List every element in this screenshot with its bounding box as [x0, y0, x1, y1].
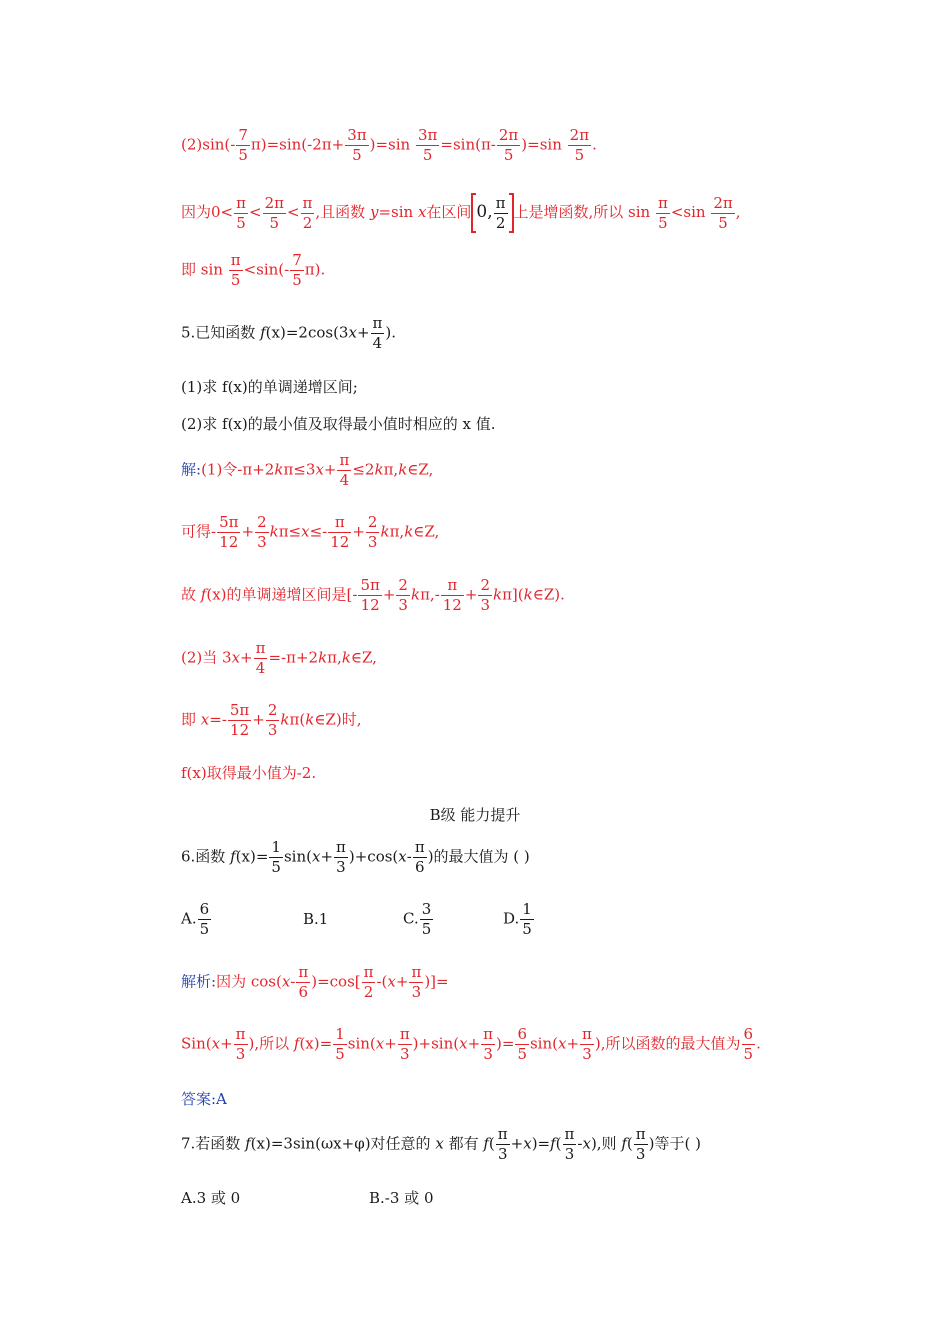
answer-6: 答案:A [181, 1090, 227, 1108]
fraction: $\frac{5\pi}{12}$ [229, 701, 250, 739]
text: + [252, 710, 265, 729]
text: + [464, 585, 478, 604]
text: ). [385, 323, 396, 342]
text: + [356, 323, 370, 342]
text: )+cos( [348, 847, 399, 866]
fraction: $\frac{\pi}{6}$ [298, 963, 309, 1001]
fraction: $\frac{2\pi}{5}$ [498, 126, 519, 164]
fraction: $\frac{2}{3}$ [367, 513, 378, 551]
variable: x [301, 522, 310, 541]
fraction: $\frac{1}{5}$ [335, 1025, 345, 1063]
text: )=cos[ [311, 972, 361, 991]
fraction: $\frac{\pi}{3}$ [411, 963, 422, 1001]
text: (2)当 3 [181, 648, 232, 667]
text: )=sin [369, 135, 415, 154]
text: )+sin( [412, 1034, 460, 1053]
option-d[interactable]: D. $\frac{1}{5}$ [503, 900, 532, 938]
variable: k [341, 648, 351, 667]
answer-6-line-2 [181, 1027, 761, 1062]
fraction: $\frac{1}{5}$ [271, 838, 281, 876]
text: + [320, 847, 334, 866]
text: - [290, 972, 296, 991]
option-b[interactable]: B.-3 或 0 [369, 1189, 434, 1207]
question-5-part-1: (1)求 f(x)的单调递增区间; [181, 378, 358, 396]
variable: f [230, 847, 236, 866]
fraction: $\frac{\pi}{3}$ [235, 1025, 246, 1063]
text: = [319, 1034, 333, 1053]
text: )=sin [521, 135, 567, 154]
variable: f [245, 1134, 251, 1153]
text: ( [488, 1134, 495, 1153]
variable: f [483, 1134, 489, 1153]
text: Sin( [181, 1034, 212, 1053]
text: ≤- [309, 522, 328, 541]
text: π≤3 [283, 460, 316, 479]
variable: x [398, 847, 407, 866]
solution-5-line-2 [181, 515, 439, 550]
solution-5-line-6: f(x)取得最小值为-2. [181, 764, 317, 782]
text: 都有 [443, 1134, 484, 1153]
variable: x [523, 1134, 532, 1153]
text: =2cos(3 [285, 323, 349, 342]
variable: k [269, 522, 279, 541]
variable: x [582, 1134, 591, 1153]
fraction: $\frac{2}{3}$ [480, 576, 490, 614]
text: ∈Z)时, [314, 710, 362, 729]
option-a[interactable]: A. $\frac{6}{5}$ [181, 900, 210, 938]
text: π). [304, 260, 326, 279]
text: 5.已知函数 [181, 323, 261, 342]
text: <sin(- [243, 260, 290, 279]
text: ( [626, 1134, 633, 1153]
solution-line-1 [181, 128, 597, 163]
text: 即 sin [181, 260, 228, 279]
fraction: $\frac{\pi}{2}$ [302, 193, 313, 232]
text: )的最大值为 ( ) [427, 847, 530, 866]
text: ∈Z, [407, 460, 434, 479]
analysis-label: 解析: [181, 972, 217, 991]
text: 在区间 [426, 203, 472, 221]
variable: x [459, 1034, 468, 1053]
fraction: $\frac{3\pi}{5}$ [347, 126, 367, 164]
fraction: $\frac{\pi}{3}$ [564, 1125, 575, 1163]
text: 因为 cos( [216, 972, 282, 991]
variable: x [435, 1134, 444, 1153]
variable: k [380, 522, 390, 541]
text: )= [531, 1134, 551, 1153]
text: 即 [181, 710, 201, 729]
variable: k [410, 585, 421, 604]
question-5 [181, 316, 396, 351]
left-bracket [471, 193, 476, 233]
variable: f [260, 323, 266, 342]
text: 7.若函数 [181, 1134, 246, 1153]
option-a[interactable]: A.3 或 0 [181, 1189, 241, 1207]
fraction: $\frac{\pi}{5}$ [657, 193, 668, 232]
text: 因为0< [181, 203, 234, 221]
text: + [566, 1034, 580, 1053]
text: =sin(π- [440, 135, 496, 154]
fraction: $\frac{2\pi}{5}$ [713, 193, 733, 232]
text: 的单调递增区间是[- [226, 585, 358, 604]
variable: k [305, 710, 315, 729]
text: π≤ [278, 522, 302, 541]
fraction: $\frac{\pi}{3}$ [399, 1025, 410, 1063]
text: π, [327, 648, 342, 667]
fraction: $\frac{2\pi}{5}$ [264, 193, 284, 232]
text: )= [496, 1034, 515, 1053]
text: )等于( ) [648, 1134, 701, 1153]
variable: k [404, 522, 414, 541]
fraction: $\frac{\pi}{3}$ [635, 1125, 646, 1163]
variable: x [315, 460, 324, 479]
fraction: $\frac{\pi}{3}$ [497, 1125, 508, 1163]
fraction: $\frac{2}{3}$ [398, 576, 408, 614]
solution-5-line-4 [181, 641, 377, 676]
text: + [323, 460, 337, 479]
variable: k [318, 648, 328, 667]
solution-5-line-5 [181, 703, 361, 738]
fraction: $\frac{2}{3}$ [267, 701, 278, 739]
text: (x) [206, 585, 227, 604]
text: + [241, 522, 255, 541]
variable: x [348, 323, 357, 342]
fraction: $\frac{\pi}{5}$ [236, 193, 246, 232]
text: ),所以 [248, 1034, 294, 1053]
text: + [240, 648, 253, 667]
text: , [735, 203, 741, 221]
text: + [467, 1034, 481, 1053]
question-6-options [181, 902, 535, 937]
fraction: $\frac{\pi}{4}$ [372, 314, 383, 352]
solution-5-line-1 [181, 453, 433, 488]
text: < [248, 203, 262, 221]
option-b[interactable]: B.1 [303, 910, 329, 928]
variable: f [293, 1034, 300, 1053]
fraction: $\frac{5\pi}{12}$ [360, 576, 380, 614]
text: ),则 [590, 1134, 622, 1153]
variable: k [523, 585, 533, 604]
fraction: $\frac{\pi}{3}$ [582, 1025, 592, 1063]
fraction: $\frac{2}{3}$ [257, 513, 267, 551]
text: π, [389, 522, 405, 541]
fraction: $\frac{7}{5}$ [238, 126, 248, 164]
variable: y [369, 203, 379, 221]
variable: x [375, 1034, 385, 1053]
variable: x [281, 972, 291, 991]
text: =sin [378, 203, 418, 221]
fraction: $\frac{7}{5}$ [292, 251, 302, 289]
question-5-part-2: (2)求 f(x)的最小值及取得最小值时相应的 x 值. [181, 415, 496, 433]
text: + [395, 972, 409, 991]
fraction: $\frac{\pi}{12}$ [442, 576, 462, 614]
variable: f [200, 585, 207, 604]
section-heading: B级 能力提升 [429, 806, 521, 824]
solution-label: 解: [181, 460, 202, 479]
text: =- [209, 710, 227, 729]
variable: x [387, 972, 396, 991]
text: ∈Z, [413, 522, 440, 541]
text: -( [376, 972, 388, 991]
solution-line-2 [181, 193, 741, 233]
variable: k [374, 460, 384, 479]
text: ),所以函数的最大值为 [594, 1034, 741, 1053]
solution-line-3 [181, 253, 325, 288]
text: )]= [424, 972, 449, 991]
question-7-options [181, 1191, 433, 1206]
text: =-π+2 [268, 648, 319, 667]
fraction: $\frac{5\pi}{12}$ [219, 513, 239, 551]
text: 故 [181, 585, 201, 604]
fraction: $\frac{\pi}{4}$ [339, 451, 350, 489]
text: ≤2 [352, 460, 375, 479]
variable: k [492, 585, 503, 604]
variable: x [558, 1034, 567, 1053]
answer-6-line-1 [181, 965, 449, 1000]
text: ∈Z, [350, 648, 377, 667]
fraction: $\frac{\pi}{3}$ [336, 838, 346, 876]
variable: k [274, 460, 284, 479]
text: 上是增函数,所以 sin [513, 203, 655, 221]
variable: x [211, 1034, 221, 1053]
fraction: $\frac{\pi}{2}$ [495, 193, 506, 232]
fraction: $\frac{\pi}{4}$ [255, 639, 266, 677]
text: (x) [299, 1034, 320, 1053]
fraction: $\frac{\pi}{6}$ [414, 838, 425, 876]
text: sin( [347, 1034, 376, 1053]
text: π,- [420, 585, 440, 604]
right-bracket [509, 193, 514, 233]
text: (2)sin(- [181, 135, 236, 154]
text: + [220, 1034, 233, 1053]
option-c[interactable]: C. $\frac{3}{5}$ [403, 900, 432, 938]
question-6 [181, 840, 530, 875]
text: ∈Z). [532, 585, 565, 604]
text: π, [383, 460, 399, 479]
fraction: $\frac{6}{5}$ [743, 1025, 754, 1063]
fraction: $\frac{\pi}{3}$ [483, 1025, 494, 1063]
fraction: $\frac{\pi}{2}$ [363, 963, 374, 1001]
text: - [577, 1134, 583, 1153]
text: <sin [670, 203, 711, 221]
text: + [510, 1134, 524, 1153]
variable: x [417, 203, 427, 221]
text: = [255, 847, 269, 866]
variable: x [231, 648, 241, 667]
text: (1)令-π+2 [201, 460, 275, 479]
text: + [382, 585, 396, 604]
text: . [592, 135, 597, 154]
text: 0, [476, 202, 493, 222]
text: π]( [502, 585, 524, 604]
text: sin( [283, 847, 312, 866]
text: π( [289, 710, 306, 729]
fraction: $\frac{6}{5}$ [517, 1025, 527, 1063]
fraction: $\frac{2\pi}{5}$ [569, 126, 590, 164]
fraction: $\frac{3\pi}{5}$ [417, 126, 438, 164]
text: (x) [235, 847, 256, 866]
text: ,且函数 [315, 203, 370, 221]
text: . [756, 1034, 761, 1053]
variable: x [200, 710, 210, 729]
variable: x [311, 847, 321, 866]
text: + [352, 522, 365, 541]
variable: k [280, 710, 290, 729]
text: sin( [529, 1034, 558, 1053]
text: 6.函数 [181, 847, 231, 866]
text: π)=sin(-2π+ [250, 135, 345, 154]
text: =3sin(ωx+φ)对任意的 [270, 1134, 436, 1153]
fraction: $\frac{\pi}{12}$ [330, 513, 350, 551]
variable: f [550, 1134, 556, 1153]
text: (x) [265, 323, 286, 342]
text: (x) [250, 1134, 271, 1153]
variable: k [398, 460, 408, 479]
text: ( [555, 1134, 562, 1153]
text: + [384, 1034, 397, 1053]
text: < [286, 203, 300, 221]
solution-5-line-3 [181, 578, 565, 613]
variable: f [621, 1134, 627, 1153]
question-7 [181, 1127, 701, 1162]
text: - [406, 847, 412, 866]
fraction: $\frac{\pi}{5}$ [230, 251, 241, 289]
text: 可得- [181, 522, 217, 541]
